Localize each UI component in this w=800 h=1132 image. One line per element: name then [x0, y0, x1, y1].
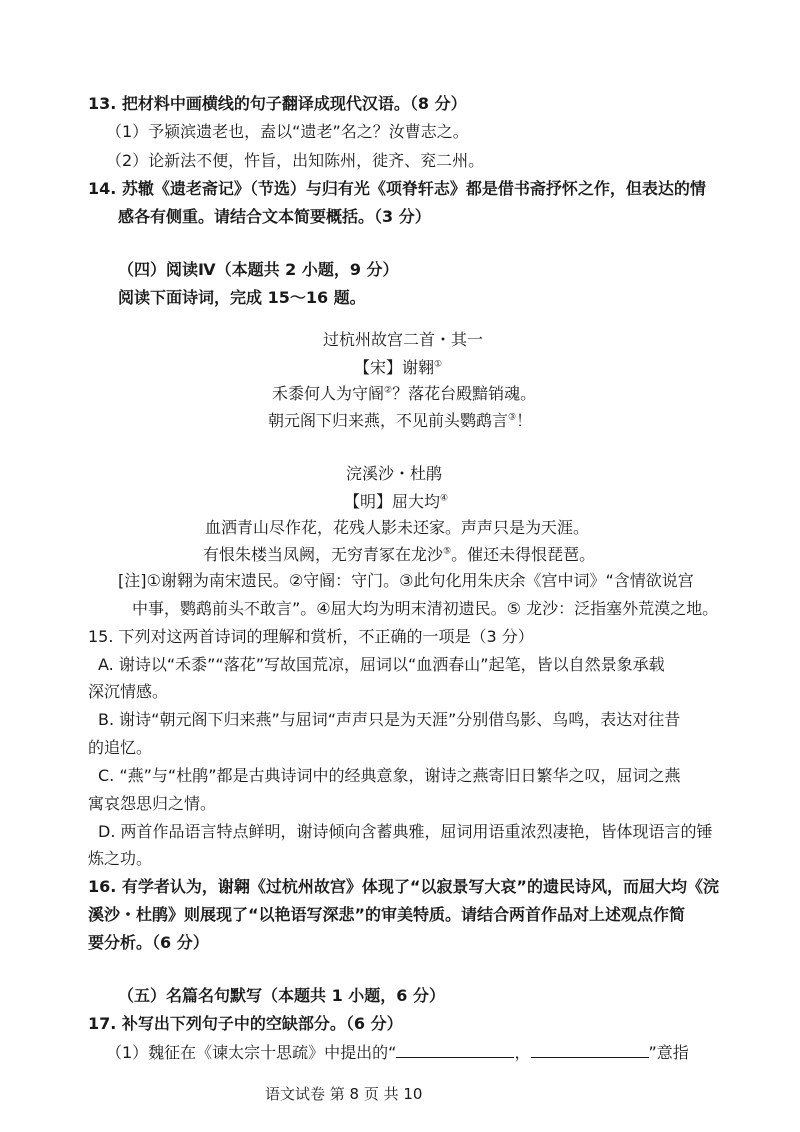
- poem2-line1: 血洒青山尽作花，花残人影未还家。声声只是为天涯。: [205, 518, 590, 537]
- q17-sub1-comma: ，: [514, 1043, 531, 1062]
- poem2-line2: [203, 544, 595, 566]
- q14-line1: 14. 苏辙《遗老斋记》（节选）与归有光《项脊轩志》都是借书斋抒怀之作，但表达的情: [88, 179, 706, 198]
- poem2-title: 浣溪沙・杜鹃: [346, 464, 443, 483]
- q15-option-c-line2: 寓哀怨思归之情。: [88, 794, 217, 813]
- poem1-line2-note: ③: [508, 412, 517, 423]
- q13-stem: 13. 把材料中画横线的句子翻译成现代汉语。（8 分）: [88, 94, 467, 113]
- q13-sub2: （2）论新法不便，忤旨，出知陈州，徙齐、兖二州。: [106, 151, 485, 170]
- section4-heading: （四）阅读Ⅳ（本题共 2 小题，9 分）: [118, 260, 399, 279]
- q15-option-b-line1: B. 谢诗“朝元阁下归来燕”与屈词“声声只是为天涯”分别借鸟影、鸟鸣，表达对往昔: [98, 710, 681, 729]
- q17-sub1: [106, 1041, 689, 1064]
- poem2-author-note: ④: [440, 493, 449, 504]
- poem1-author-text: 【宋】谢翱: [354, 358, 435, 377]
- poem1-line1b: ？落花台殿黯销魂。: [392, 384, 537, 403]
- q17-blank-2[interactable]: [531, 1041, 649, 1058]
- q15-option-c-line1: C. “燕”与“杜鹃”都是古典诗词中的经典意象，谢诗之燕寄旧日繁华之叹，屈词之燕: [98, 766, 681, 785]
- q15-stem: 15. 下列对这两首诗词的理解和赏析，不正确的一项是（3 分）: [88, 627, 534, 646]
- q15-option-a-line2: 深沉情感。: [88, 682, 169, 701]
- poem2-line2a: 有恨朱楼当凤阙，无穷青冢在龙沙: [203, 545, 444, 564]
- q14-line2: 感各有侧重。请结合文本简要概括。（3 分）: [118, 207, 431, 226]
- poem1-line2: [268, 410, 532, 432]
- poem1-line1: [272, 383, 536, 405]
- q16-line2: 溪沙・杜鹃》则展现了“以艳语写深悲”的审美特质。请结合两首作品对上述观点作简: [88, 905, 686, 924]
- q15-option-a-line1: A. 谢诗以“禾黍”“落花”写故国荒凉，屈词以“血洒春山”起笔，皆以自然景象承载: [98, 655, 665, 674]
- q13-sub1: （1）予颍滨遗老也，盍以“遗老”名之？汝曹志之。: [106, 122, 469, 141]
- page-footer: 语文试卷 第 8 页 共 10: [265, 1085, 423, 1103]
- poem2-line2-note: ⑤: [443, 546, 452, 557]
- q16-line1: 16. 有学者认为，谢翱《过杭州故宫》体现了“以寂景写大哀”的遗民诗风，而屈大均《浣: [88, 877, 719, 896]
- section5-heading: （五）名篇名句默写（本题共 1 小题，6 分）: [118, 986, 445, 1005]
- q17-stem: 17. 补写出下列句子中的空缺部分。（6 分）: [88, 1014, 403, 1033]
- q17-blank-1[interactable]: [396, 1041, 514, 1058]
- q16-line3: 要分析。（6 分）: [88, 933, 209, 952]
- poem1-line2b: ！: [516, 411, 533, 430]
- poem2-line2b: 。催还未得恨琵琶。: [451, 545, 596, 564]
- poem1-title: 过杭州故宫二首・其一: [323, 330, 484, 349]
- poem1-line1a: 禾黍何人为守阍: [272, 384, 385, 403]
- q17-sub1-suffix: ”意指: [648, 1043, 689, 1062]
- poem1-line2a: 朝元阁下归来燕，不见前头鹦鹉言: [268, 411, 509, 430]
- q17-sub1-prefix: （1）魏征在《谏太宗十思疏》中提出的“: [106, 1043, 397, 1062]
- section4-instruction: 阅读下面诗词，完成 15～16 题。: [118, 288, 366, 307]
- notes-line1: [注]①谢翱为南宋遗民。②守阍：守门。③此句化用朱庆余《宫中词》“含情欲说宫: [118, 571, 694, 590]
- poem1-author: [354, 357, 442, 379]
- notes-line2: 中事，鹦鹉前头不敢言”。④屈大均为明末清初遗民。⑤ 龙沙：泛指塞外荒漠之地。: [132, 599, 719, 618]
- poem2-author: [344, 491, 448, 513]
- poem2-author-text: 【明】屈大均: [344, 492, 441, 511]
- poem1-author-note: ①: [434, 359, 443, 370]
- q15-option-d-line1: D. 两首作品语言特点鲜明，谢诗倾向含蓄典雅，屈词用语重浓烈凄艳，皆体现语言的锤: [98, 822, 713, 841]
- poem1-line1-note: ②: [384, 385, 393, 396]
- q15-option-d-line2: 炼之功。: [88, 849, 153, 868]
- q15-option-b-line2: 的追忆。: [88, 738, 153, 757]
